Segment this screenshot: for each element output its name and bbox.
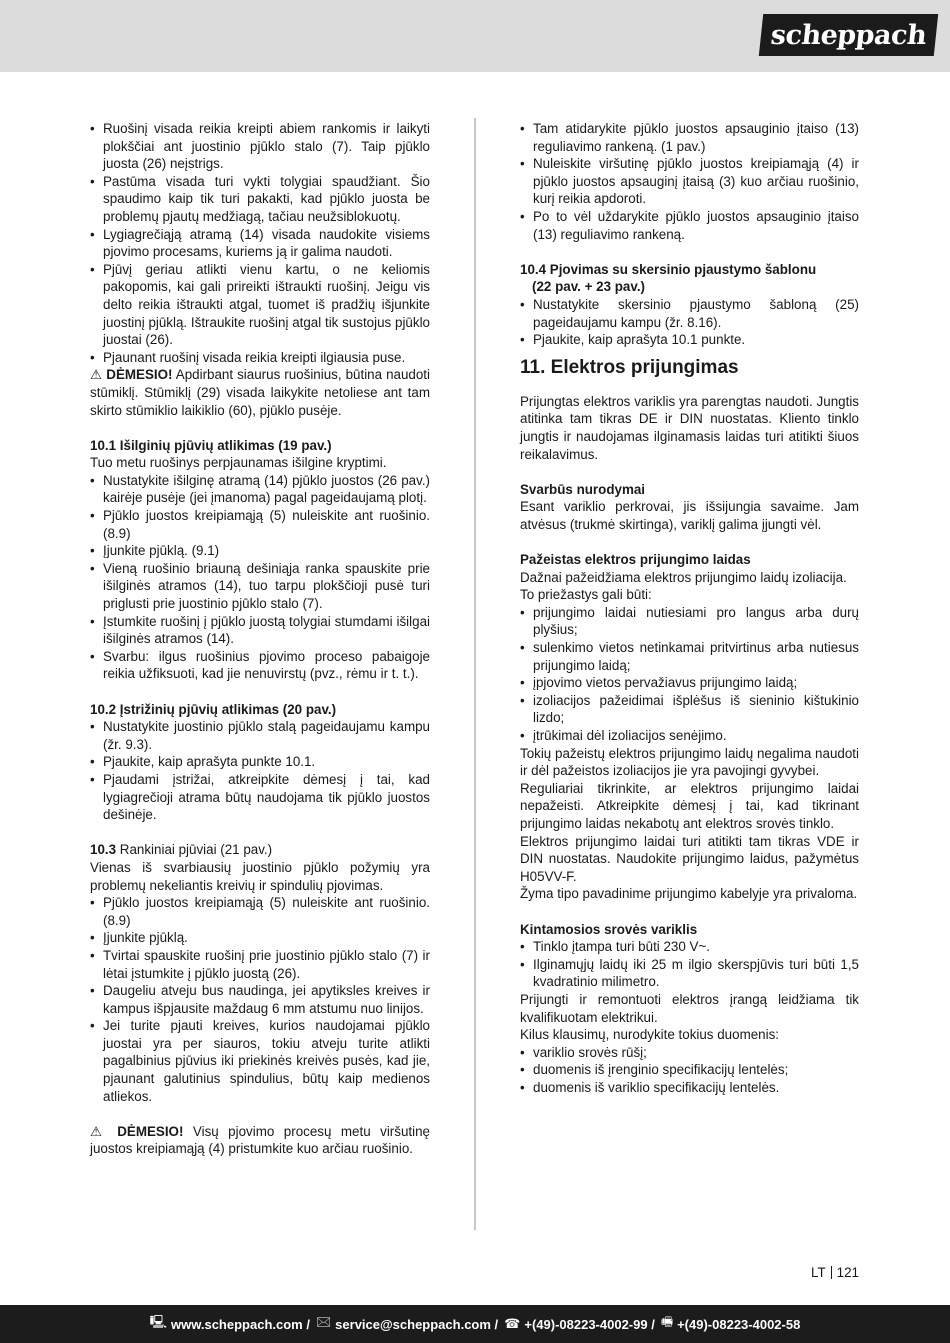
fax-icon: 🖷	[660, 1314, 674, 1329]
list-item: • Ruošinį visada reikia kreipti abiem rankomis ir laikyti plokščiai ant juostinio pjūklo stalo (7). Taip pjūklo juosta (26) neįstrigs.	[90, 121, 430, 172]
bullet-list	[90, 718, 430, 824]
section-title: 10.1 Išilginių pjūvių atlikimas (19 pav.)	[90, 437, 332, 453]
list-item: • įpjovimo vietos pervažiavus prijungimo laidą;	[520, 675, 798, 691]
paragraph: Elektros prijungimo laidai turi atitikti tam tikras VDE ir DIN nuostatas. Naudokite prijungimo laidus, pažymėtus H05VV-F.	[520, 833, 859, 884]
list-item: • Nustatykite skersinio pjaustymo šabloną (25) pageidaujamu kampu (žr. 8.16).	[520, 296, 859, 330]
paragraph: Esant variklio perkrovai, jis išsijungia savaime. Jam atvėsus (trukmė skirtinga), variklį galima įjungti vėl.	[520, 499, 859, 532]
subsection-title: Svarbūs nurodymai	[520, 481, 646, 497]
list-item: • Tvirtai spauskite ruošinį prie juostinio pjūklo stalo (7) ir lėtai įstumkite į pjūklo juostą (26).	[90, 947, 430, 981]
website-link[interactable]: www.scheppach.com /	[171, 1316, 310, 1332]
list-item: • Pjaudami įstrižai, atkreipkite dėmesį į tai, kad lygiagrečioji atrama būtų naudojama tik pjūklo juostos dešinėje.	[90, 771, 430, 823]
list-item: • Po to vėl uždarykite pjūklo juostos apsauginio įtaiso (13) reguliavimo rankeną.	[520, 208, 859, 242]
paragraph: Dažnai pažeidžiama elektros prijungimo laidų izoliacija.	[520, 569, 847, 585]
list-item: • įtrūkimai dėl izoliacijos senėjimo.	[520, 728, 727, 743]
list-item: • Pastūma visada turi vykti tolygiai spaudžiant. Šio spaudimo kaip tik turi pakakti, kad pjūklo juosta be problemų pjautų medžiagą, tačiau neužsiblokuotų.	[90, 173, 430, 224]
list-item: • Svarbu: ilgus ruošinius pjovimo proceso pabaigoje reikia užfiksuoti, kad jie nenuvirstų (pvz., rėmu ir t. t.).	[90, 648, 430, 682]
bullet-list	[520, 1044, 859, 1097]
email-link[interactable]: service@scheppach.com /	[335, 1316, 499, 1332]
list-item: • izoliacijos pažeidimai išplėšus iš sieninio kištukinio lizdo;	[520, 692, 859, 726]
bullet-list	[520, 604, 859, 745]
bullet-list	[520, 120, 859, 243]
bullet-list	[90, 120, 430, 366]
list-item: • Pjaukite, kaip aprašyta punkte 10.1.	[90, 754, 316, 770]
section-title: 10.3 Rankiniai pjūviai (21 pav.)	[90, 842, 273, 858]
phone-icon: ☎	[504, 1316, 521, 1331]
list-item: • Lygiagrečiąją atramą (14) visada naudokite visiems pjovimo procesams, kuriems ją ir galima naudoti.	[90, 226, 430, 260]
list-item: • Tinklo įtampa turi būti 230 V~.	[520, 939, 711, 955]
section-intro: Vienas iš svarbiausių juostinio pjūklo požymių yra problemų nekeliantis kreivių ir spindulių pjovimas.	[90, 859, 430, 893]
list-item: • variklio srovės rūšį;	[520, 1044, 647, 1060]
list-item: • Pjūklo juostos kreipiamąją (5) nuleiskite ant ruošinio. (8.9)	[90, 895, 430, 928]
right-column	[520, 120, 859, 1096]
list-item: • sulenkimo vietos netinkamai pritvirtinus arba nutiesus prijungimo laidą;	[520, 640, 859, 673]
list-item: • Ilginamųjų laidų iki 25 m ilgio skerspjūvis turi būti 1,5 kvadratinio milimetro.	[520, 956, 859, 990]
list-item: • Pjūklo juostos kreipiamąją (5) nuleiskite ant ruošinio. (8.9)	[90, 508, 430, 541]
column-divider	[474, 118, 476, 1230]
bullet-list	[520, 296, 859, 349]
email-icon: 🖂	[315, 1314, 332, 1329]
section-title: 10.2 Įstrižinių pjūvių atlikimas (20 pav.)	[90, 701, 337, 717]
chapter-intro: Prijungtas elektros variklis yra parengtas naudoti. Jungtis atitinka tam tikras DE ir DIN nuostatas. Kliento tinklo jungtis ir naudojamas ilginamasis laidas turi atitikti šiuos reikalavimus.	[520, 393, 859, 462]
list-item: • Tam atidarykite pjūklo juostos apsauginio įtaiso (13) reguliavimo rankeną. (1 pav.)	[520, 121, 859, 154]
subsection-title: Pažeistas elektros prijungimo laidas	[520, 552, 751, 568]
list-item: • Pjaunant ruošinį visada reikia kreipti ilgiausia puse.	[90, 349, 406, 365]
warning-paragraph: ⚠ DĖMESIO! Visų pjovimo procesų metu viršutinę juostos kreipiamąją (4) pristumkite kuo arčiau ruošinio.	[90, 1123, 430, 1157]
warning-label: ⚠ DĖMESIO!	[90, 367, 173, 383]
paragraph: Žyma tipo pavadinime prijungimo kabelyje yra privaloma.	[520, 886, 858, 902]
paragraph: Reguliariai tikrinkite, ar elektros prijungimo laidai nepažeisti. Atkreipkite dėmesį į tai, kad tikrinant prijungimo laidas nekabotų ant elektros srovės tinklo.	[520, 780, 859, 831]
list-item: • Įstumkite ruošinį į pjūklo juostą tolygiai stumdami išilgai išilginės atramos (14).	[90, 613, 430, 647]
section-intro: Tuo metu ruošinys perpjaunamas išilgine kryptimi.	[90, 455, 387, 471]
warning-paragraph: ⚠ DĖMESIO! Apdirbant siaurus ruošinius, būtina naudoti stūmiklį. Stūmiklį (29) visada laikykite netoliese ant tam skirto stūmiklio laikiklio (60), pjūklo pusėje.	[90, 367, 430, 418]
list-item: • Nustatykite išilginę atramą (14) pjūklo juostos (26 pav.) kairėje pusėje (jei įmanoma) pagal pageidaujamą plotį.	[90, 472, 430, 506]
page-number: LT 121	[811, 1265, 859, 1280]
section-title-continuation: (22 pav. + 23 pav.)	[532, 279, 646, 295]
list-item: • Pjaukite, kaip aprašyta 10.1 punkte.	[520, 332, 746, 348]
paragraph: Kilus klausimų, nurodykite tokius duomenis:	[520, 1027, 780, 1043]
list-item: • duomenis iš įrenginio specifikacijų lentelės;	[520, 1062, 789, 1078]
bullet-list	[90, 472, 430, 683]
computer-icon: 🖳	[149, 1314, 167, 1329]
paragraph: To priežastys gali būti:	[520, 587, 652, 603]
list-item: • Jei turite pjauti kreives, kurios naudojamai pjūklo juostai yra per siauros, tokiu atveju turite atlikti pagalbinius pjūvius iki priekinės kreivės pusės, kad jie, pjaunant galutinius spindulius, būtų kaip medienos atliekos.	[90, 1018, 430, 1104]
list-item: • Įjunkite pjūklą.	[90, 930, 188, 946]
left-column	[90, 120, 430, 1158]
phone-number: +(49)-08223-4002-99 /	[524, 1316, 655, 1332]
chapter-heading: 11. Elektros prijungimas	[520, 356, 739, 378]
list-item: • Nustatykite juostinio pjūklo stalą pageidaujamu kampu (žr. 9.3).	[90, 719, 430, 752]
list-item: • Daugeliu atveju bus naudinga, jei apytiksles kreives ir kampus išpjausite maždaug 6 mm atstumu nuo linijos.	[90, 983, 430, 1016]
subsection-title: Kintamosios srovės variklis	[520, 921, 698, 937]
list-item: • Įjunkite pjūklą. (9.1)	[90, 543, 220, 559]
list-item: • duomenis iš variklio specifikacijų lentelės.	[520, 1079, 780, 1095]
fax-number: +(49)-08223-4002-58	[677, 1316, 801, 1332]
brand-logo: scheppach	[759, 14, 939, 56]
list-item: • Vieną ruošinio briauną dešiniąja ranka spauskite prie išilginės atramos (14), tuo tarpu plokščioji pusė turi priglusti prie juostinio pjūklo stalo (7).	[90, 560, 430, 612]
footer-bar	[0, 1305, 950, 1343]
bullet-list	[520, 938, 859, 991]
warning-label: ⚠ DĖMESIO!	[90, 1123, 184, 1139]
list-item: • prijungimo laidai nutiesiami pro langus arba durų plyšius;	[520, 604, 859, 638]
list-item: • Pjūvį geriau atlikti vienu kartu, o ne keliomis pakopomis, kai gali prireikti ištraukti ruošinį. Jeigu vis delto reikia ištraukti atgal, tuomet iš pradžių išjunkite juostinį pjūklą. Ištraukite ruošinį atgal tik sustojus pjūklo juostai (26).	[90, 261, 430, 348]
list-item: • Nuleiskite viršutinę pjūklo juostos kreipiamąją (4) ir pjūklo juostos apsauginį įtaisą (3) kuo arčiau ruošinio, kurį reikia apdoroti.	[520, 156, 859, 207]
paragraph: Prijungti ir remontuoti elektros įrangą leidžiama tik kvalifikuotam elektrikui.	[520, 991, 859, 1025]
section-title: 10.4 Pjovimas su skersinio pjaustymo šablonu	[520, 261, 817, 277]
paragraph: Tokių pažeistų elektros prijungimo laidų negalima naudoti ir dėl pažeistos izoliacijos jie yra pavojingi gyvybei.	[520, 745, 859, 779]
bullet-list	[90, 894, 430, 1105]
